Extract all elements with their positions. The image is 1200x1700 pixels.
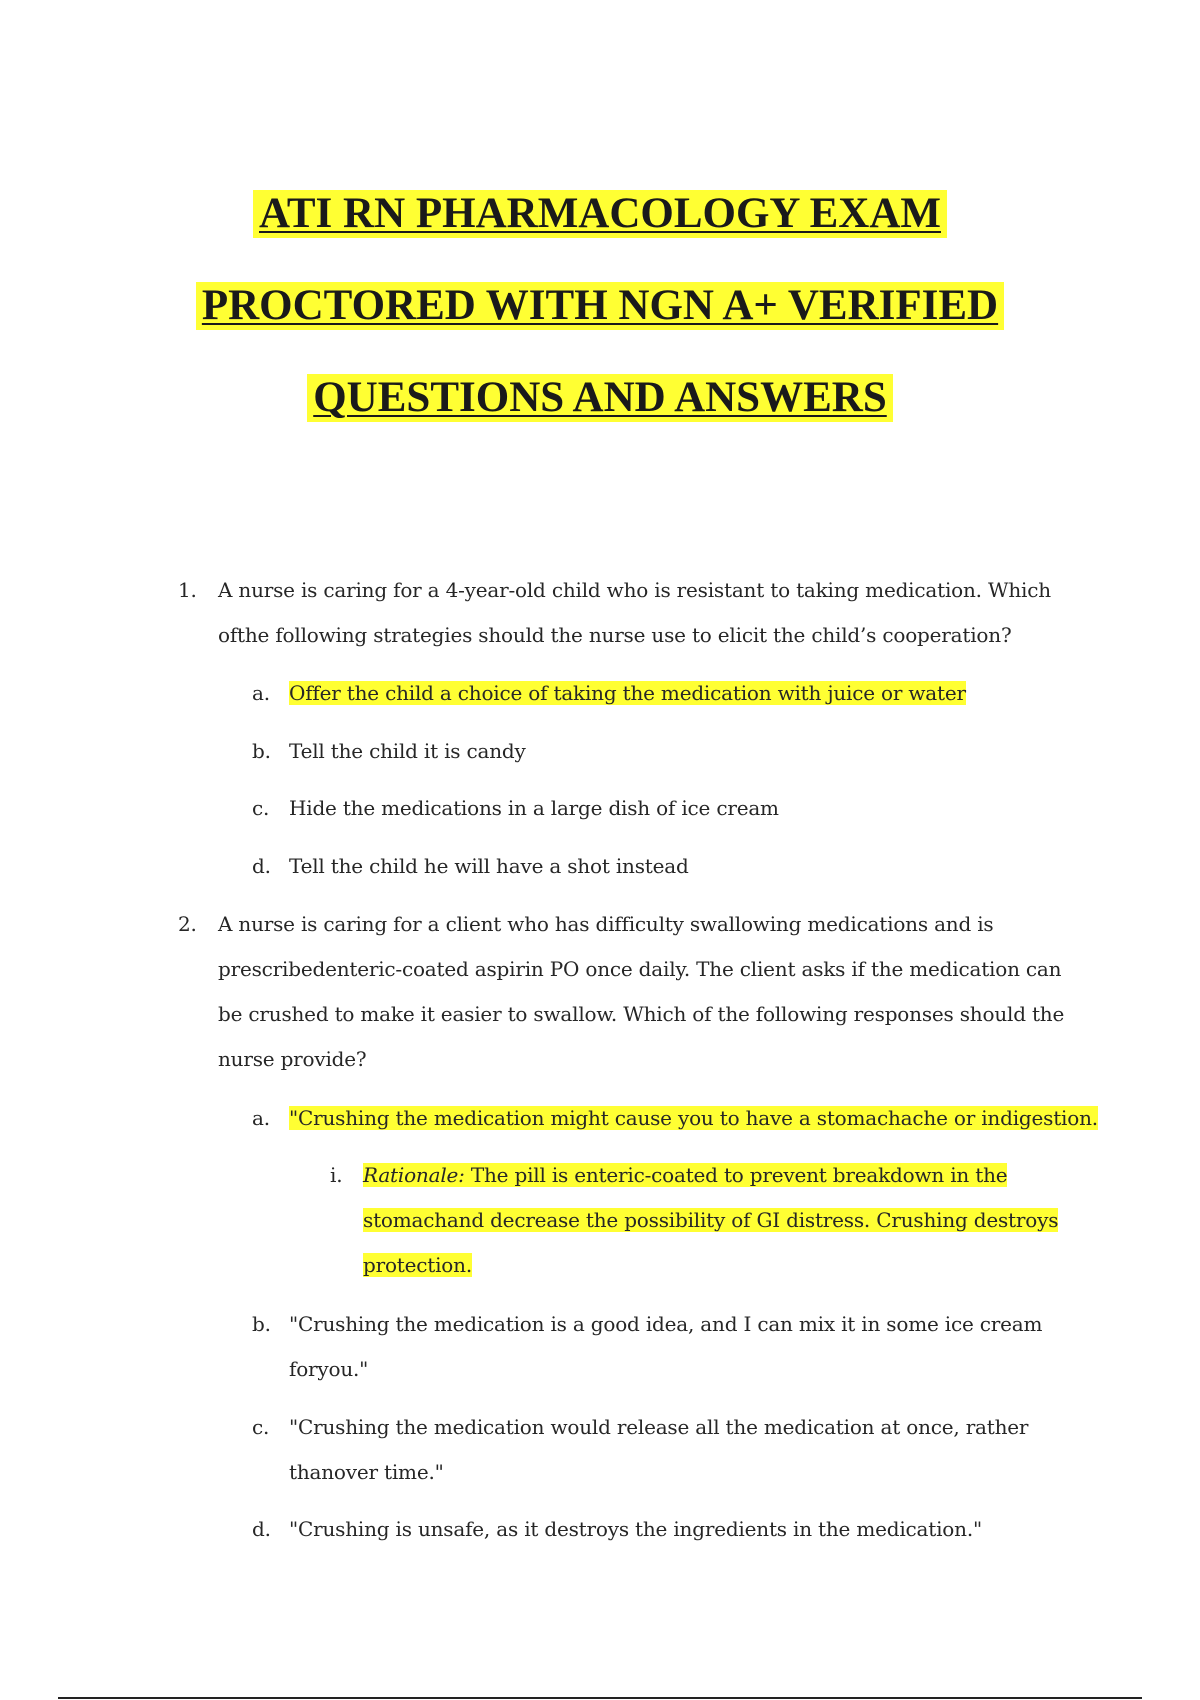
option-letter: b. [252, 1312, 271, 1336]
title-line: PROCTORED WITH NGN A+ VERIFIED [196, 282, 1004, 330]
question-text-line: be crushed to make it easier to swallow. Which of the following responses should the [218, 1002, 1065, 1026]
option-letter: a. [252, 681, 270, 705]
question-number: 2. [178, 912, 197, 936]
option-text-line: thanover time." [289, 1460, 444, 1484]
question-text [218, 902, 1098, 1082]
rationale-highlight: protection. [363, 1253, 472, 1277]
correct-answer-highlight: Offer the child a choice of taking the medication with juice or water [289, 681, 966, 705]
rationale-highlight [363, 1163, 1007, 1187]
rationale-line [363, 1198, 1083, 1243]
rationale-line [363, 1243, 1083, 1288]
option-letter: a. [252, 1106, 270, 1130]
option-text: Tell the child he will have a shot instead [289, 854, 689, 878]
title-line: QUESTIONS AND ANSWERS [307, 374, 893, 422]
rationale-label: Rationale: [363, 1163, 465, 1187]
correct-answer-highlight: "Crushing the medication might cause you to have a stomachache or indigestion. [289, 1106, 1098, 1130]
option-text [289, 1096, 1119, 1141]
question-number: 1. [178, 578, 197, 602]
option-text [289, 1405, 1119, 1495]
option-letter: c. [252, 796, 270, 820]
question-text-line: ofthe following strategies should the nurse use to elicit the child’s cooperation? [218, 623, 1012, 647]
document-title [0, 190, 1200, 466]
question-text-line: nurse provide? [218, 1047, 367, 1071]
rationale-number: i. [330, 1163, 343, 1187]
question-text [218, 568, 1098, 658]
option-letter: b. [252, 739, 271, 763]
option-text [289, 1302, 1119, 1392]
option-text-line: foryou." [289, 1357, 369, 1381]
option-text: Hide the medications in a large dish of ice cream [289, 796, 779, 820]
rationale-highlight: stomachand decrease the possibility of GI distress. Crushing destroys [363, 1208, 1059, 1232]
option-letter: d. [252, 854, 271, 878]
option-text-line: "Crushing the medication would release all the medication at once, rather [289, 1415, 1029, 1439]
title-line: ATI RN PHARMACOLOGY EXAM [253, 190, 947, 238]
option-text [289, 671, 1119, 716]
question-text-line: A nurse is caring for a 4-year-old child who is resistant to taking medication. Which [218, 578, 1051, 602]
option-text: "Crushing is unsafe, as it destroys the ingredients in the medication." [289, 1517, 982, 1541]
rationale-text [363, 1153, 1083, 1288]
option-letter: c. [252, 1415, 270, 1439]
rationale-line-text: The pill is enteric-coated to prevent breakdown in the [464, 1163, 1008, 1187]
option-letter: d. [252, 1517, 271, 1541]
question-text-line: prescribedenteric-coated aspirin PO once daily. The client asks if the medication can [218, 957, 1062, 981]
option-text: Tell the child it is candy [289, 739, 526, 763]
rationale-line [363, 1153, 1083, 1198]
question-text-line: A nurse is caring for a client who has difficulty swallowing medications and is [218, 912, 994, 936]
footer-divider [58, 1697, 1142, 1699]
option-text-line: "Crushing the medication is a good idea, and I can mix it in some ice cream [289, 1312, 1043, 1336]
